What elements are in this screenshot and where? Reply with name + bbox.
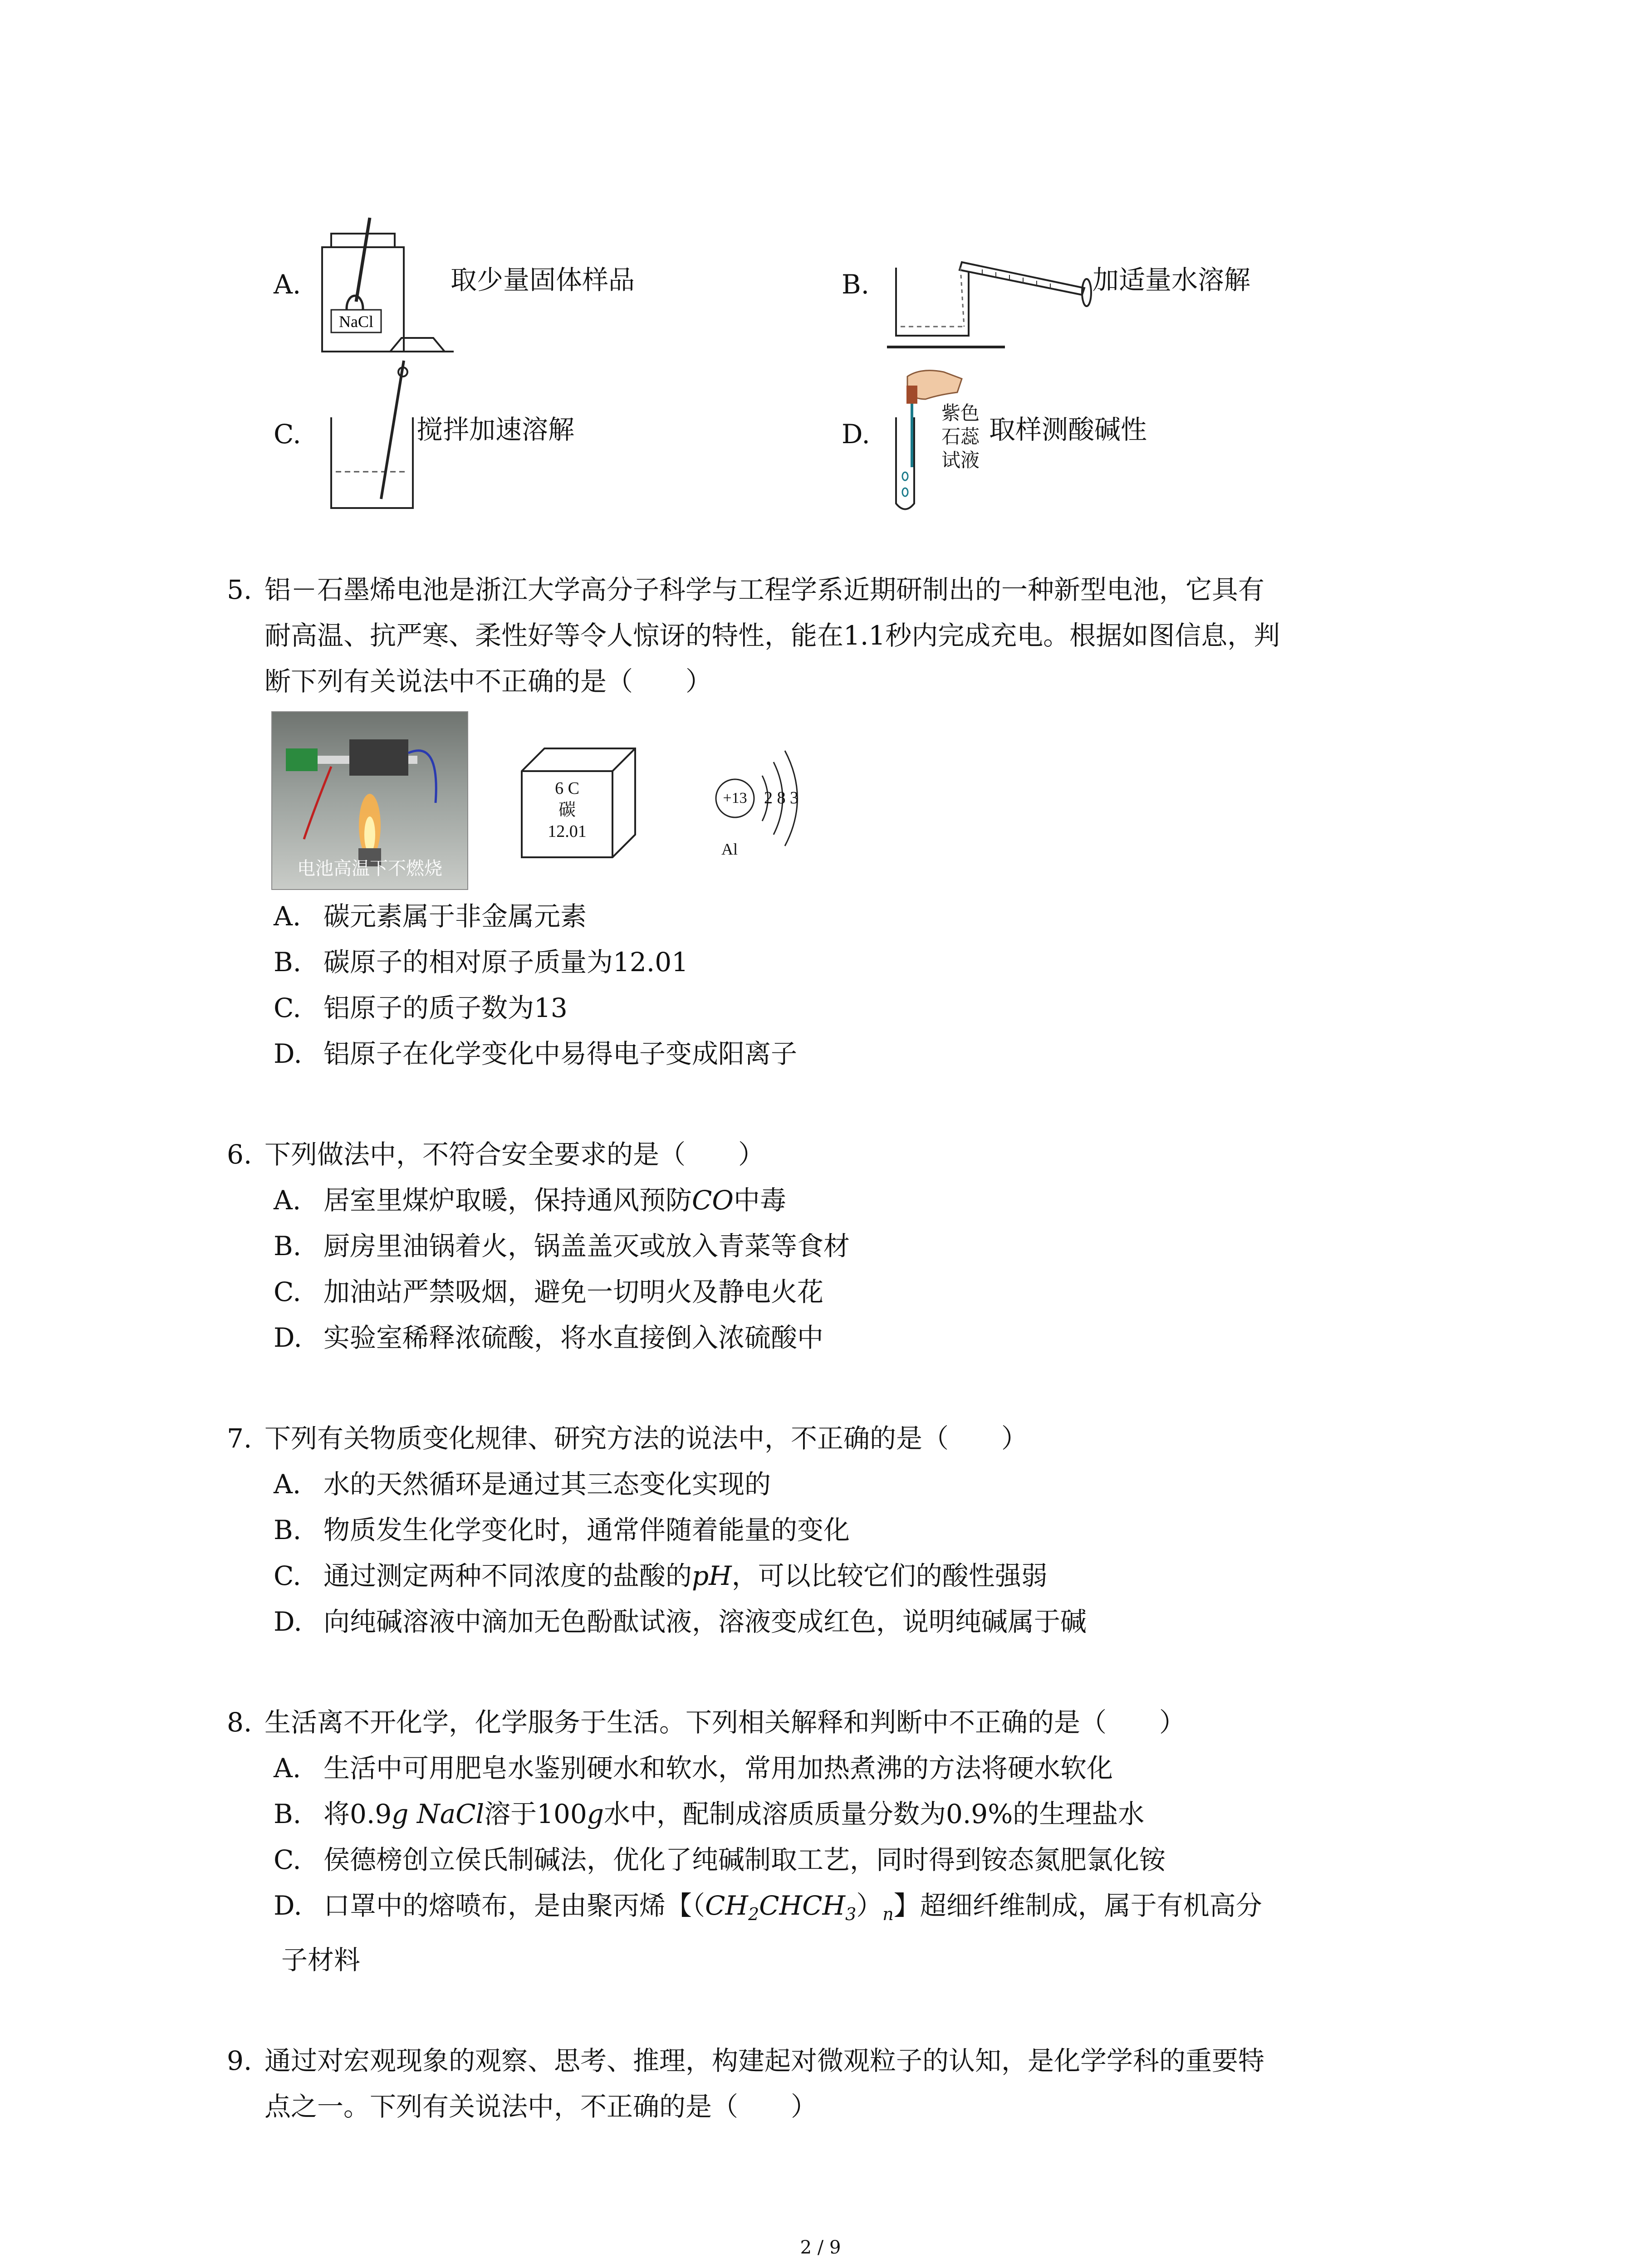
polypropylene-formula-a: CH — [705, 1890, 748, 1921]
q5-option-b-text: 碳原子的相对原子质量为12.01 — [323, 947, 689, 978]
q7-stem: 下列有关物质变化规律、研究方法的说法中，不正确的是（ ） — [265, 1423, 1028, 1454]
atom-symbol: Al — [721, 840, 738, 858]
indicator-label-1: 紫色 — [941, 402, 980, 424]
q5-option-c-text: 铝原子的质子数为13 — [323, 992, 568, 1023]
q8-option-a-text: 生活中可用肥皂水鉴别硬水和软水，常用加热煮沸的方法将硬水软化 — [323, 1753, 1113, 1784]
co-formula: CO — [692, 1185, 734, 1216]
q4-option-a-text: 取少量固体样品 — [451, 264, 635, 295]
q6-option-c-text: 加油站严禁吸烟，避免一切明火及静电火花 — [323, 1276, 824, 1307]
q7-option-c-letter: C. — [274, 1560, 301, 1591]
q5-option-d-text: 铝原子在化学变化中易得电子变成阳离子 — [323, 1038, 798, 1069]
q4-option-a-letter: A. — [274, 269, 301, 300]
q8-stem: 生活离不开化学，化学服务于生活。下列相关解释和判断中不正确的是（ ） — [265, 1707, 1186, 1738]
nacl-formula: NaCl — [408, 1799, 485, 1829]
carbon-mass: 12.01 — [548, 822, 587, 841]
indicator-label-2: 石蕊 — [941, 425, 980, 448]
q8-option-d-letter: D. — [274, 1890, 302, 1921]
q7-option-a-text: 水的天然循环是通过其三态变化实现的 — [323, 1469, 771, 1500]
q6-option-a-text: 居室里煤炉取暖，保持通风预防CO中毒 — [323, 1185, 786, 1216]
q6-option-b-text: 厨房里油锅着火，锅盖盖灭或放入青菜等食材 — [323, 1231, 850, 1261]
q7-option-d-letter: D. — [274, 1606, 302, 1637]
battery-photo-caption: 电池高温下不燃烧 — [297, 858, 442, 879]
atom-shells: 2 8 3 — [764, 788, 798, 807]
nacl-label: NaCl — [339, 313, 373, 331]
q5-stem-line-2: 耐高温、抗严寒、柔性好等令人惊讶的特性，能在1.1秒内完成充电。根据如图信息，判 — [265, 620, 1280, 651]
q5-option-c-letter: C. — [274, 992, 301, 1023]
q7-option-b-letter: B. — [274, 1515, 302, 1545]
q6-option-c-letter: C. — [274, 1276, 301, 1307]
polypropylene-formula-b: CHCH — [759, 1890, 846, 1921]
q5-option-b-letter: B. — [274, 947, 302, 978]
q7-option-a-letter: A. — [274, 1469, 301, 1500]
q8-option-d-text-line-2: 子材料 — [281, 1945, 361, 1975]
q4-option-c-letter: C. — [274, 419, 301, 450]
q6-stem: 下列做法中，不符合安全要求的是（ ） — [265, 1139, 765, 1170]
q4-option-b-letter: B. — [842, 269, 870, 300]
ph-formula: pH — [692, 1560, 732, 1591]
q6-option-d-text: 实验室稀释浓硫酸，将水直接倒入浓硫酸中 — [323, 1322, 824, 1353]
q5-option-a-text: 碳元素属于非金属元素 — [323, 901, 587, 932]
q5-option-a-letter: A. — [274, 901, 301, 932]
indicator-label-3: 试液 — [941, 449, 980, 471]
q5-option-d-letter: D. — [274, 1038, 302, 1069]
carbon-name: 碳 — [558, 800, 576, 820]
q4-option-b-text: 加适量水溶解 — [1092, 264, 1251, 295]
q7-number: 7. — [227, 1423, 252, 1454]
q7-option-c-text: 通过测定两种不同浓度的盐酸的pH，可以比较它们的酸性强弱 — [323, 1560, 1048, 1591]
q8-option-b-letter: B. — [274, 1799, 302, 1829]
q4-option-c-text: 搅拌加速溶解 — [416, 414, 575, 445]
q4-option-d-text: 取样测酸碱性 — [989, 414, 1147, 445]
q4-option-c-figure — [327, 358, 426, 513]
q9-number: 9. — [227, 2045, 252, 2076]
q5-stem-line-3: 断下列有关说法中不正确的是（ ） — [265, 666, 712, 697]
page-number: 2 / 9 — [800, 2237, 841, 2258]
q5-number: 5. — [227, 574, 252, 605]
q8-option-b-text: 将0.9g NaCl溶于100g水中，配制成溶质质量分数为0.9%的生理盐水 — [323, 1799, 1145, 1829]
q6-option-d-letter: D. — [274, 1322, 302, 1353]
atom-nucleus: +13 — [723, 790, 747, 807]
q6-number: 6. — [227, 1139, 252, 1170]
q8-number: 8. — [227, 1707, 252, 1738]
q5-stem-line-1: 铝－石墨烯电池是浙江大学高分子科学与工程学系近期研制出的一种新型电池，它具有 — [265, 574, 1265, 605]
q8-option-c-letter: C. — [274, 1844, 301, 1875]
q4-option-a-figure — [313, 215, 458, 365]
carbon-number-symbol: 6 C — [555, 779, 579, 798]
q6-option-b-letter: B. — [274, 1231, 302, 1261]
q8-option-a-letter: A. — [274, 1753, 301, 1784]
q8-option-c-text: 侯德榜创立侯氏制碱法，优化了纯碱制取工艺，同时得到铵态氮肥氯化铵 — [323, 1844, 1166, 1875]
q9-stem-line-2: 点之一。下列有关说法中，不正确的是（ ） — [265, 2091, 818, 2122]
q6-option-a-letter: A. — [274, 1185, 301, 1216]
battery-photo — [271, 711, 468, 890]
q4-option-d-letter: D. — [842, 419, 870, 450]
q4-option-b-figure — [892, 236, 1096, 349]
q8-option-d-text: 口罩中的熔喷布，是由聚丙烯【$(CH_2CHCH_3)_n$】超细纤维制成，属于有机高分 — [323, 1890, 1262, 1924]
q7-option-d-text: 向纯碱溶液中滴加无色酚酞试液，溶液变成红色，说明纯碱属于碱 — [323, 1606, 1087, 1637]
q7-option-b-text: 物质发生化学变化时，通常伴随着能量的变化 — [323, 1515, 850, 1545]
q9-stem-line-1: 通过对宏观现象的观察、思考、推理，构建起对微观粒子的认知，是化学学科的重要特 — [265, 2045, 1265, 2076]
